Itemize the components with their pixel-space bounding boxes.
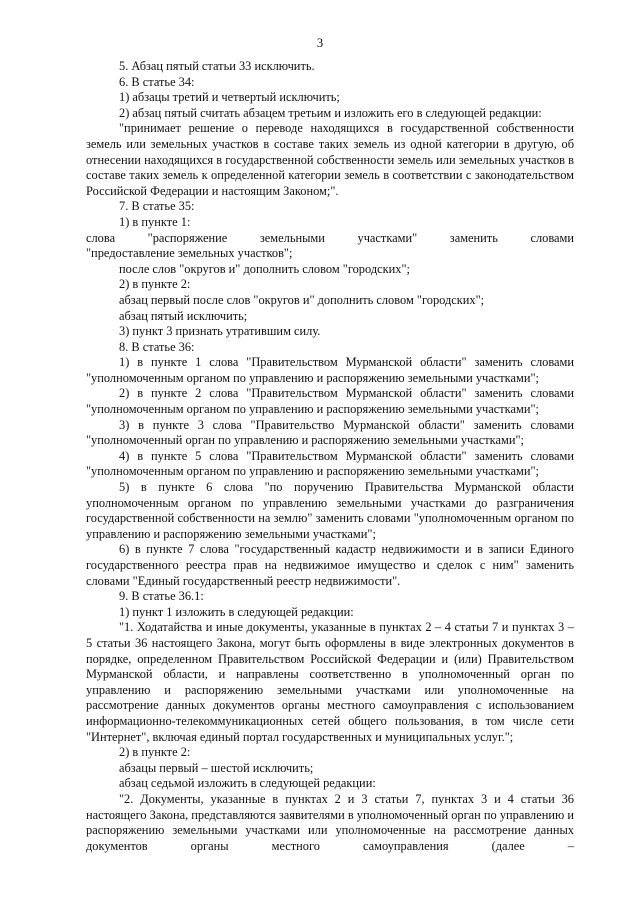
- paragraph: 3) в пункте 3 слова "Правительство Мурманской области" заменить словами "уполномоченный орган по управлению и распоряжению земельными участками";: [86, 417, 574, 448]
- paragraph: абзацы первый – шестой исключить;: [119, 760, 314, 775]
- paragraph: 7. В статье 35:: [119, 199, 195, 214]
- word: земельными: [259, 230, 325, 245]
- page-number: 3: [316, 36, 324, 50]
- document-body: [86, 59, 574, 854]
- paragraph: 2) в пункте 2 слова "Правительством Мурманской области" заменить словами "уполномоченным органом по управлению и распоряжению земельными участками";: [86, 386, 574, 417]
- paragraph: 1) абзацы третий и четвертый исключить;: [119, 90, 340, 105]
- paragraph: 5) в пункте 6 слова "по поручению Правительства Мурманской области уполномоченным органом по управлению земельными участками до разграничения государственной собственности на землю" заменить словами "уполномоченным органом по управлению и распоряжению земельными участками";: [86, 480, 574, 541]
- paragraph: 2) в пункте 2:: [119, 277, 191, 292]
- paragraph: 1) в пункте 1:: [119, 214, 191, 229]
- paragraph: абзац первый после слов "округов и" дополнить словом "городских";: [119, 292, 485, 307]
- paragraph: "принимает решение о переводе находящихся в государственной собственности земель или земельных участков в составе таких земель из одной категории в другую, об отнесении находящихся в государственной собственности земель или земельных участков в составе таких земель к определенной категории земель в соответствии с законодательством Российской Федерации и настоящим Законом;".: [86, 121, 574, 198]
- paragraph: 2) в пункте 2:: [119, 745, 191, 760]
- paragraph: 8. В статье 36:: [119, 339, 195, 354]
- paragraph: 1) в пункте 1 слова "Правительством Мурманской области" заменить словами "уполномоченным органом по управлению и распоряжению земельными участками";: [86, 355, 574, 385]
- paragraph: 9. В статье 36.1:: [119, 589, 204, 604]
- paragraph: 1) пункт 1 изложить в следующей редакции:: [119, 604, 354, 619]
- word: участками": [357, 230, 418, 245]
- paragraph: абзац пятый исключить;: [119, 308, 248, 323]
- word: "распоряжение: [147, 230, 228, 245]
- word: словами: [530, 230, 574, 245]
- word: слова: [86, 230, 116, 245]
- word: заменить: [449, 230, 498, 245]
- paragraph: 3) пункт 3 признать утратившим силу.: [119, 324, 321, 339]
- paragraph: "2. Документы, указанные в пунктах 2 и 3 статьи 7, пунктах 3 и 4 статьи 36 настоящего Закона, представляются заявителями в уполномоченный орган по управлению и распоряжению земельными участками или уполномоченные на рассмотрение данных документов органы местного самоуправления (далее –: [86, 791, 574, 853]
- paragraph: 6) в пункте 7 слова "государственный кадастр недвижимости и в записи Единого государственного реестра прав на недвижимое имущество и сделок с ним" заменить словами "Единый государственный реестр недвижимости".: [86, 542, 574, 588]
- paragraph: 5. Абзац пятый статьи 33 исключить.: [119, 59, 315, 73]
- paragraph: после слов "округов и" дополнить словом "городских";: [119, 261, 410, 276]
- paragraph: "1. Ходатайства и иные документы, указанные в пунктах 2 – 4 статьи 7 и пунктах 3 – 5 статьи 36 настоящего Закона, могут быть оформлены в виде электронных документов в порядке, определенном Правительством Российской Федерации и (или) Правительством Мурманской области, и направлены соответственно в уполномоченный орган по управлению и распоряжению земельными участками или уполномоченные на рассмотрение данных документов органы местного самоуправления с использованием информационно-телекоммуникационных сетей общего пользования, в том числе сети "Интернет", включая единый портал государственных и муниципальных услуг.";: [86, 620, 574, 744]
- paragraph: "предоставление земельных участков";: [86, 246, 293, 261]
- spread-line: [86, 231, 574, 247]
- paragraph: абзац седьмой изложить в следующей редакции:: [119, 776, 376, 791]
- paragraph: 2) абзац пятый считать абзацем третьим и изложить его в следующей редакции:: [119, 105, 542, 120]
- paragraph: 4) в пункте 5 слова "Правительством Мурманской области" заменить словами "уполномоченным органом по управлению и распоряжению земельными участками";: [86, 448, 574, 479]
- paragraph: 6. В статье 34:: [119, 74, 195, 89]
